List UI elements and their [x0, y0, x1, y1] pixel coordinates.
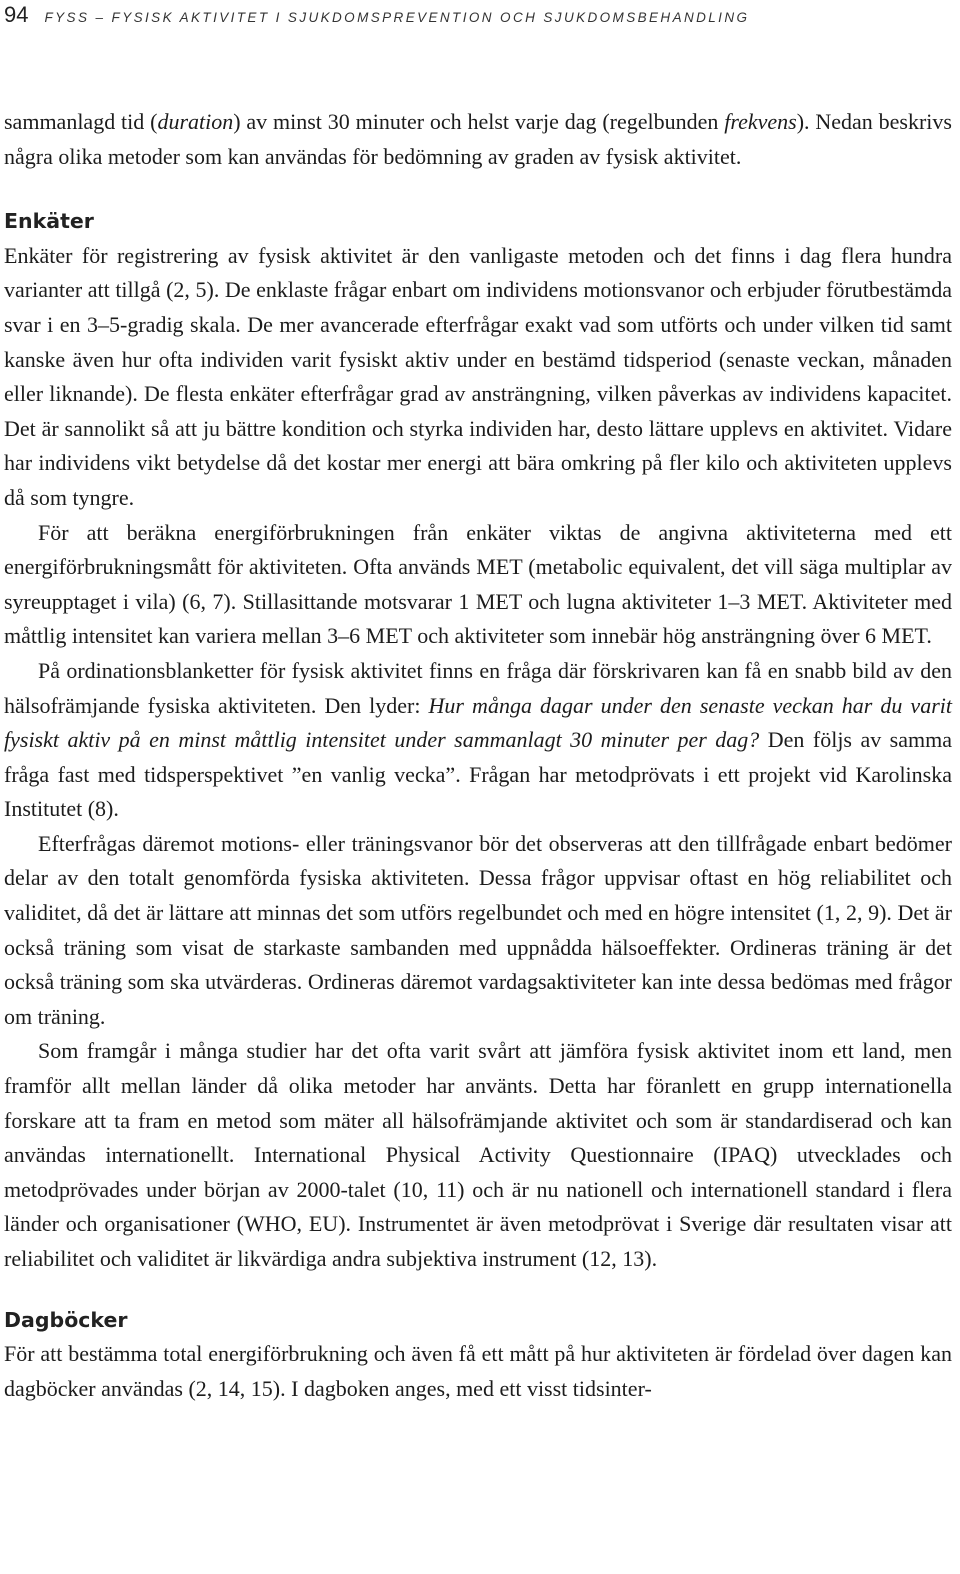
- enkater-paragraph-1: Enkäter för registrering av fysisk aktivitet är den vanligaste metoden och det finns i dag flera hundra varianter att tillgå (2, 5). De enklaste frågar enbart om individens motionsvanor och erbjuder förutbestämda svar i en 3–5-gradig skala. De mer avancerade efterfrågar exakt vad som utförts och under vilken tid samt kanske även hur ofta individen varit fysiskt aktiv under en bestämd tidsperiod (senaste veckan, månaden eller liknande). De flesta enkäter efterfrågar grad av ansträngning, vilken påverkas av individens kapacitet. Det är sannolikt så att ju bättre kondition och styrka individen har, desto lättare upplevs en aktivitet. Vidare har individens vikt betydelse då det kostar mer energi att bära omkring på fler kilo och aktiviteten upplevs då som tyngre.: [4, 242, 952, 510]
- enkater-paragraph-4: Efterfrågas däremot motions- eller träningsvanor bör det observeras att den tillfrågade enbart bedömer delar av den totalt genomförda fysiska aktiviteten. Dessa frågor uppvisar oftast en hög reliabilitet och validitet, då det är lättare att minnas det som utförs regelbundet och med en högre intensitet (1, 2, 9). Det är också träning som visat de starkaste sambanden med uppnådda hälsoeffekter. Ordineras träning är det också träning som ska utvärderas. Ordineras däremot vardagsaktiviteter kan inte dessa bedömas med frågor om träning.: [4, 830, 952, 1029]
- intro-text-3: ). Nedan beskrivs några olika metoder som kan användas för bedömning av graden av fysisk aktivitet.: [4, 109, 952, 169]
- enkater-paragraph-3: [4, 654, 952, 827]
- intro-text-2: ) av minst 30 minuter och helst varje dag (regelbunden: [233, 109, 725, 134]
- intro-paragraph: [4, 105, 952, 174]
- dagbocker-paragraph-1: För att bestämma total energiförbrukning och även få ett mått på hur aktiviteten är fördelad över dagen kan dagböcker användas (2, 14, 15). I dagboken anges, med ett visst tidsinter-: [4, 1341, 952, 1401]
- intro-text-1: sammanlagd tid (: [4, 109, 158, 134]
- running-header: [4, 2, 750, 27]
- spacer: [4, 1277, 952, 1303]
- intro-italic-frekvens: frekvens: [724, 109, 797, 134]
- section-heading-enkater: Enkäter: [4, 209, 94, 234]
- running-title: FYSS – FYSISK AKTIVITET I SJUKDOMSPREVENTION OCH SJUKDOMSBEHANDLING: [44, 10, 750, 25]
- enkater-p3-text-b: Den följs av samma fråga fast med tidsperspektivet ”en vanlig vecka”. Frågan har metodprövats i ett projekt vid Karolinska Institutet (8).: [4, 727, 952, 822]
- section-heading-dagbocker: Dagböcker: [4, 1307, 128, 1332]
- enkater-p3-text-a: På ordinationsblanketter för fysisk aktivitet finns en fråga där förskrivaren kan få en snabb bild av den hälsofrämjande fysiska aktiviteten. Den lyder:: [4, 657, 952, 718]
- spacer: [4, 174, 952, 204]
- body-text: [4, 105, 952, 1406]
- enkater-paragraph-5: Som framgår i många studier har det ofta varit svårt att jämföra fysisk aktivitet inom ett land, men framför allt mellan länder då olika metoder har använts. Detta har föranlett en grupp internationella forskare att ta fram en metod som mäter all hälsofrämjande aktivitet och som är standardiserad och kan användas internationellt. International Physical Activity Questionnaire (IPAQ) utvecklades och metodprövades under början av 2000-talet (10, 11) och är nu nationell och internationell standard i flera länder och organisationer (WHO, EU). Instrumentet är även metodprövat i Sverige där resultaten visar att reliabilitet och validitet är likvärdiga andra subjektiva instrument (12, 13).: [4, 1038, 952, 1271]
- intro-italic-duration: duration: [157, 109, 234, 134]
- enkater-paragraph-2: För att beräkna energiförbrukningen från enkäter viktas de angivna aktiviteterna med ett energiförbrukningsmått för aktiviteten. Ofta används MET (metabolic equivalent, det vill säga multiplar av syreupptaget i vila) (6, 7). Stillasittande motsvarar 1 MET och lugna aktiviteter 1–3 MET. Aktiviteter med måttlig intensitet kan variera mellan 3–6 MET och aktiviteter som innebär hög ansträngning över 6 MET.: [4, 519, 952, 649]
- page-number: 94: [4, 2, 29, 27]
- enkater-p3-question: Hur många dagar under den senaste veckan har du varit fysiskt aktiv på en minst måttlig intensitet under sammanlagt 30 minuter per dag?: [4, 692, 952, 753]
